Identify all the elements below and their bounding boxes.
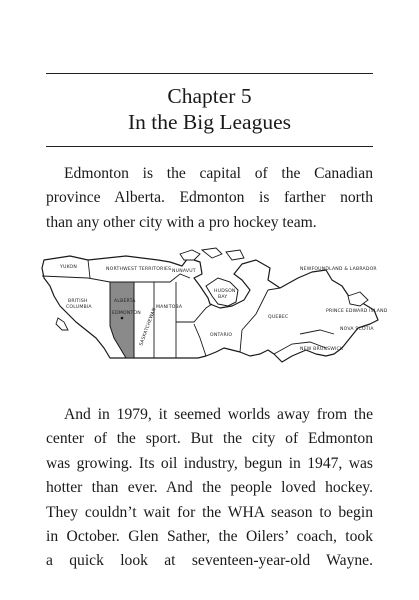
paragraph-body (46, 403, 373, 574)
arctic-island (202, 248, 222, 258)
paragraph-intro (46, 162, 373, 235)
label-edmonton: EDMONTON (112, 311, 141, 316)
label-alberta: ALBERTA (114, 299, 136, 304)
label-ontario: ONTARIO (210, 333, 233, 338)
label-pei: PRINCE EDWARD ISLAND (326, 309, 388, 314)
label-nwt: NORTHWEST TERRITORIES (106, 267, 172, 272)
chapter-title: In the Big Leagues (128, 110, 291, 134)
label-manitoba: MANITOBA (156, 305, 183, 310)
text-line: And in 1979, it seemed worlds away from the (64, 406, 373, 423)
text-line: than any other city with a pro hockey team. (46, 213, 317, 231)
text-line: center of the sport. But the city of Edmonton (46, 430, 373, 448)
label-bc-2: COLUMBIA (66, 305, 92, 310)
text-line: hotter than ever. And the people loved hockey. (46, 479, 373, 497)
newfoundland-island (348, 292, 368, 306)
label-nova-scotia: NOVA SCOTIA (340, 327, 374, 332)
label-new-brunswick: NEW BRUNSWICK (300, 347, 344, 352)
arctic-island (180, 250, 200, 260)
bottom-rule (46, 146, 373, 147)
text-line: in October. Glen Sather, the Oilers’ coach, took (46, 528, 373, 546)
vancouver-island (56, 318, 68, 330)
label-nunavut: NUNAVUT (172, 269, 196, 274)
text-line: province Alberta. Edmonton is farther north (46, 189, 373, 207)
chapter-heading (46, 83, 373, 135)
canada-map (30, 238, 390, 388)
label-nfld: NEWFOUNDLAND & LABRADOR (300, 267, 377, 272)
text-line: Edmonton is the capital of the Canadian (64, 165, 373, 182)
text-line: They couldn’t wait for the WHA season to begin (46, 503, 373, 521)
label-hudson-bay-1: HUDSON (214, 289, 236, 294)
edmonton-marker (121, 317, 124, 320)
label-yukon: YUKON (60, 265, 77, 270)
label-bc-1: BRITISH (68, 299, 88, 304)
label-saskatchewan: SASKATCHEWAN (139, 307, 158, 347)
canada-map-drawing (30, 238, 390, 388)
label-hudson-bay-2: BAY (218, 295, 228, 300)
text-line: a quick look at seventeen-year-old Wayne. (46, 552, 373, 570)
label-quebec: QUEBEC (268, 315, 289, 320)
chapter-number: Chapter 5 (167, 84, 252, 108)
arctic-island (226, 250, 244, 260)
text-line: was growing. Its oil industry, begun in 1947, was (46, 454, 373, 472)
top-rule (46, 73, 373, 74)
